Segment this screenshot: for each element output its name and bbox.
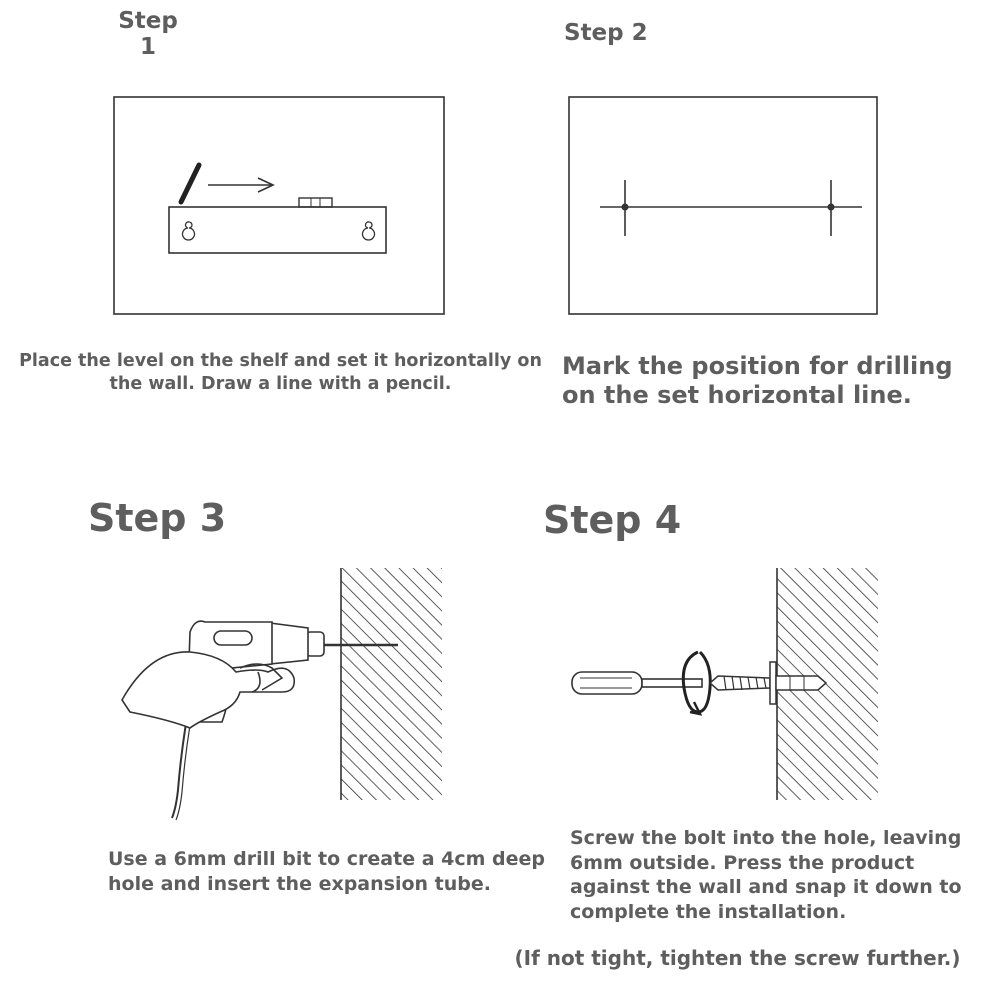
pencil-icon bbox=[181, 165, 199, 202]
arrow-right-icon bbox=[208, 178, 273, 192]
step-4-caption: Screw the bolt into the hole, leaving 6mm outside. Press the product against the wall and snap it down to complete the installation. bbox=[570, 827, 962, 923]
step-1-caption: Place the level on the shelf and set it horizontally on the wall. Draw a line with a pencil. bbox=[19, 351, 542, 394]
step-3-caption: Use a 6mm drill bit to create a 4cm deep hole and insert the expansion tube. bbox=[108, 848, 546, 895]
step-4-figure bbox=[572, 568, 878, 800]
screw-icon bbox=[710, 662, 776, 704]
expansion-tube-icon bbox=[776, 676, 826, 690]
wall-hatch-icon bbox=[341, 568, 442, 800]
step-2-title: Step 2 bbox=[564, 20, 648, 46]
step-2-caption: Mark the position for drilling on the set horizontal line. bbox=[562, 352, 953, 409]
step-4-title: Step 4 bbox=[543, 498, 682, 542]
step-3-title: Step 3 bbox=[88, 496, 227, 540]
drill-mark-icon bbox=[622, 180, 835, 236]
tightening-note: (If not tight, tighten the screw further.) bbox=[514, 946, 961, 970]
step-1-title: Step 1 bbox=[118, 8, 178, 60]
step-2-figure bbox=[569, 97, 877, 314]
step-3-figure bbox=[122, 568, 442, 820]
level-shelf-icon bbox=[169, 198, 386, 253]
step-1-figure bbox=[114, 97, 444, 314]
